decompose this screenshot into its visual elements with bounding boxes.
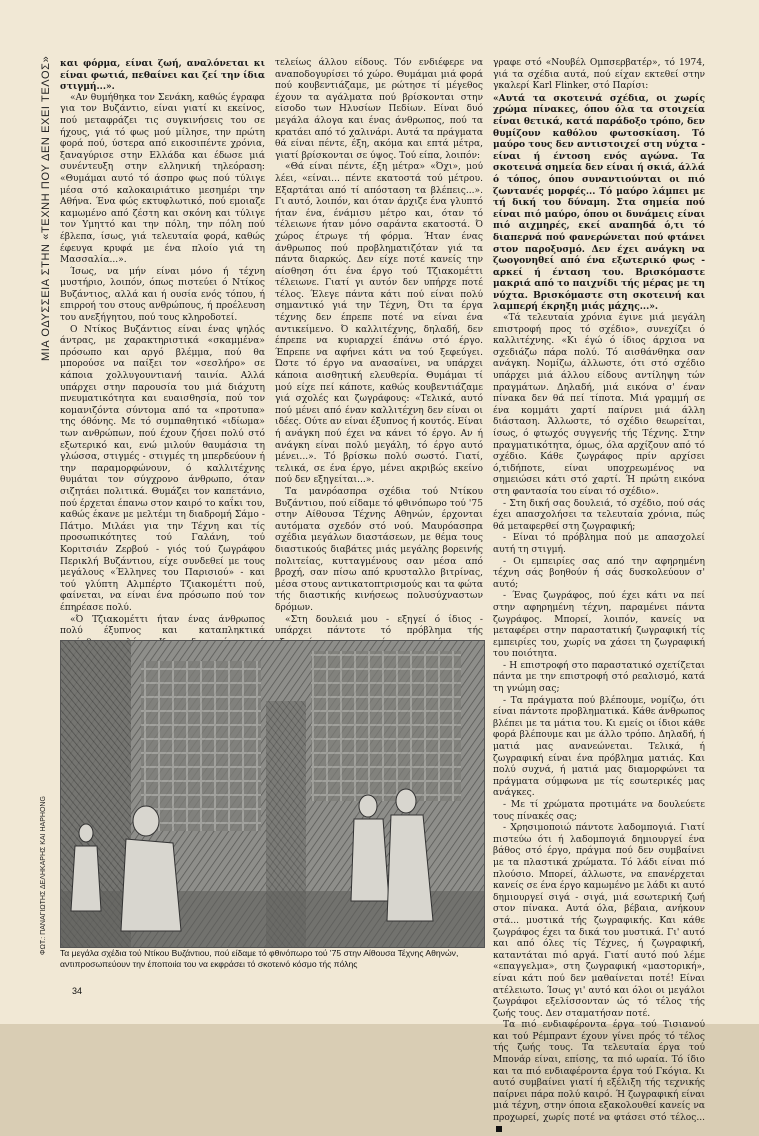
paragraph-text: Τα πιό ενδιαφέροντα έργα τού Τισιανού και τού Ρέμπραντ έχουν γίνει πρός τό τέλος τής ζωής τους. Τα τελευταία έργα τού Μπονάρ είναι, επίσης, τα πιό ωραία. Τό ίδιο και τα πιό ενδιαφέροντα έργα τού Γκόγια. Κι αυτό συμβαίνει γιατί ή εξέλιξη τής τεχνικής παίρνει πάρα πολύ καιρό. Ή ζωγραφική είναι μιά τέχνη, στην όποια εξακολουθεί κανείς να προχωρεί, χωρίς ποτέ να φτάσει στό τέλος... — [493, 1020, 705, 1124]
end-of-article-mark — [496, 1126, 502, 1132]
paragraph: τελείως άλλου είδους. Τόν ενδιέφερε να αναποδογυρίσει τό χώρο. Θυμάμαι μιά φορά πού κουβεντιάζαμε, με ρώτησε τί μέγεθος έχουν τα αγάλματα πού βρίσκονται στην είσοδο των Ηλυσίων Πεδίων. Είναι δυό μεγάλα άλογα και ένας άνθρωπος, πού τα κρατάει από τό χαλινάρι. Αυτά τα πράγματα θά είναι πέντε, έξη, ακόμα και επτά μέτρα, γιατί βρίσκονται σε ύψος. Τού είπα, λοιπόν: — [275, 58, 483, 161]
quote-paragraph: «Αυτά τα σκοτεινά σχέδια, οι χωρίς χρώμα πίνακες, όπου όλα τα στοιχεία είναι θετικά, κατά παράδοξο τρόπο, δεν θυμίζουν καθόλου φωτοσκίαση. Τό μαύρο τους δεν αντιστοιχεί στη νύχτα - είναι ή έντοση ενός αγώνα. Τα σκοτεινά σημεία δεν είναι ή σκιά, άλλά ό τόπος, όπου συναντιούνται οι πιό ζωντανές μορφές... Τό μαύρο λάμπει με τή δική του δύναμη. Στα σημεία πού είναι πιό μαύρο, όπου οι δυνάμεις είναι πιό αιχμηρές, εκεί αναπηδά ό,τι τό διαπερνά πού φανερώνεται πού φτάνει στον παροξυσμό. Δεν έχει ανάγκη να ζωογονηθεί από ένα εξωτερικό φως - αρκεί ή ένταση του. Βρισκόμαστε μακριά από το παιχνίδι τής μέρας με τη νύχτα. Βρισκόμαστε στη σκοτεινή και λαμπερή έκρηξη μιάς μάχης...». — [493, 92, 705, 313]
photo-credit: ΦΩΤ.: ΠΑΝΑΓΙΩΤΗΣ ΔΕΛΗΚΑΡΗΣ ΚΑΙ HAPHONG — [40, 796, 47, 955]
paragraph: γραφε στό «Νουβέλ Ομπσερβατέρ», τό 1974, γιά τα σχέδια αυτά, πού είχαν εκτεθεί στην γκαλερί Karl Flinker, στό Παρίσι: — [493, 58, 705, 92]
text-column-3 — [493, 58, 705, 1124]
paragraph: «Ό Τζιακομέττι ήταν ένας άνθρωπος πολύ έξυπνος και καταπληκτικά — [60, 614, 265, 637]
paragraph: - Τα πράγματα πού βλέπουμε, νομίζω, ότι είναι πάντοτε προβληματικά. Κάθε άνθρωπος βλέπει με τα μάτια του. Κι εμείς οι ίδιοι κάθε φορά βλέπουμε και με άλλο τρόπο. Δηλαδή, ή ματιά μας ανανεώνεται. Τελικά, ή ζωγραφική είναι ένα πρόβλημα ματιάς. Και πολύ συχνά, ή ματιά μας διαμορφώνει τα πράγματα σύμφωνα με τίς εσωτερικές μας ανάγκες. — [493, 695, 705, 799]
paragraph: - Οι εμπειρίες σας από την αφηρημένη τέχνη σάς βοηθούν ή σάς δυσκολεύουν σ' αυτό; — [493, 556, 705, 590]
text-column-1 — [60, 58, 265, 636]
drawing-of-pedestrians-in-city — [61, 641, 484, 947]
artwork-photograph — [60, 640, 485, 948]
paragraph: «Στη δουλειά μου - εξηγεί ό ίδιος - υπάρχει πάντοτε τό πρόβλημα τής — [275, 614, 483, 637]
paragraph: - Ένας ζωγράφος, πού έχει κάτι να πεί στην αφηρημένη τέχνη, παραμένει πάντα ζωγράφος. Μπορεί, λοιπόν, κανείς να μεταφέρει στην παραστατική ζωγραφική τίς εμπειρίες του, χωρίς να χάσει τη ζωγραφική του ποιότητα. — [493, 591, 705, 660]
paragraph: - Με τί χρώματα προτιμάτε να δουλεύετε τους πίνακές σας; — [493, 800, 705, 822]
paragraph — [493, 1020, 705, 1136]
running-title: ΜΙΑ ΟΔΥΣΣΕΙΑ ΣΤΗΝ «ΤΕΧΝΗ ΠΟΥ ΔΕΝ ΕΧΕΙ ΤΕΛΟΣ» — [40, 56, 52, 362]
paragraph: - Χρησιμοποιώ πάντοτε λαδομπογιά. Γιατί πιστεύω ότι ή λαδομπογιά δημιουργεί ένα βάθος στό έργο, πράγμα πού δεν συμβαίνει με τα πλαστικά χρώματα. Τό λάδι είναι πιό πλούσιο. Μπορεί, άλλωστε, να επανέρχεται κανείς σε ένα έργο καμωμένο με λάδι κι αυτό δημιουργεί σιγά - σιγά, μιά εσωτερική ζωή στον πίνακα. Αυτά όλα, βέβαια, ανήκουν στά... μυστικά τής ζωγραφικής. Και κάθε ζωγράφος έχει τα δικά του μυστικά. Γι' αυτό και από όλες τίς Τέχνες, ή ζωγραφική, καταντάται πιό αργά. Γιατί αυτό πού λέμε «επαγγελμα», στη ζωγραφική «μαστορική», είναι κάτι πού δεν μαθαίνεται ποτέ! Είναι ατέλειωτο. Ίσως γι' αυτό και όλοι οι μεγάλοι ζωγράφοι εξελίσσονταν ώς τό τέλος τής ζωής τους. Δεν σταματήσαν ποτέ. — [493, 823, 705, 1019]
paragraph: Ο Ντίκος Βυζάντιος είναι ένας ψηλός άντρας, με χαρακτηριστικά «σκαμμένα» πρόσωπο και αργό βλέμμα, πού θα μπορούσε να παίξει τον «σεσλήρο» σε κάποια χολλυγουντιανή ταινία. Αλλά υπάρχει στην παρουσία του μιά διάχυτη πνευματικότητα και ευαισθησία, πού τον κομανιζόντα σύντομα από τα «προτυπα» της όθόνης. Με τό συμπαθητικό «ιδίωμα» των ανθρώπων, πού έχουν ζήσει πολύ στό εξωτερικό και, ενώ μιλούν θαυμάσια τη γλώσσα, στιγμές - στιγμές τη μπερδεύουν ή την παραμορφώνουν, ό καλλιτέχνης θυμάται τον σύγχρονο άνθρωπο, όταν σιζητάει πολιτικά. Θυμάζει τον καπετάνιο, πού έρχεται έπανω στον καιρό το καΐκι του, καθώς έκανε με μελτέμι τη διαδρομή Σάμο - Πάτμο. Μιλάει για την Τέχνη και τίς προσωπικότητες τού Γαλάνη, τού Κοριτσιάν Ζερβού - γιός τού ζωγράφου Περικλή Βυζάντιου, είχε συνδεθεί με τους μεγάλους «Έλληνες του Παρισιού» - και τού γλύπτη Αλμπέρτο Τζιακομέττι πού, φαίνεται, να είναι ένα πρόσωπο πού τον έπηρέασε πολύ. — [60, 324, 265, 613]
paragraph: «Τά τελευταία χρόνια έγινε μιά μεγάλη επιστροφή προς τό σχέδιο», συνεχίζει ό καλλιτέχνης. «Κι έγώ ό ίδιος άρχισα να σχεδιάζω πάρα πολύ. Τό αισθάνθηκα σαν ανάγκη. Νομίζω, άλλωστε, ότι στό σχέδιο υπάρχει μιά άλλου είδους αντίληψη τών πραγμάτων. Δηλαδή, μιά εικόνα σ' έναν πίνακα δεν θά πεί τίποτα. Μιά γραμμή σε ένα κομμάτι χαρτί παίρνει μιά άλλη διάσταση. Άλλωστε, τό σχέδιο θεωρείται, ίσως, ό φτωχός συγγενής τής Τέχνης. Στην πραγματικότητα, όμως, όλα αρχίζουν από τό σχέδιο. Κάθε ζωγράφος πρίν αρχίσει ό,τιδήποτε, είναι υποχρεωμένος να σημειώσει κάτι στό χαρτί. Ή πρώτη εικόνα στη φαντασία του είναι τό σχέδιο». — [493, 313, 705, 497]
paragraph: και φόρμα, είναι ζωή, αναλόνεται κι είναι φωτιά, πεθαίνει και ζεί την ίδια στιγμή...». — [60, 58, 265, 93]
paragraph: - Είναι τό πρόβλημα πού με απασχολεί αυτή τη στιγμή. — [493, 533, 705, 555]
paragraph: «Αν θυμήθηκα τον Σενάκη, καθώς έγραφα για τον Βυζάντιο, είναι γιατί κι εκείνος, πού μεταφράζει τις συγκινήσεις του σε ήχους, γιά τό φως μού μίλησε, την πρώτη φορά πού, ύστερα από εικοσιπέντε χρόνια, ξαναγύρισε στην Ελλάδα και έδωσε μιά συνέντευξη στην ελληνική τηλεόραση: «Θυμάμαι αυτό τό άσπρο φως πού τύλιγε μέσα στό καλοκαιριάτικο μεσημέρι την Αθήνα. Ένα φώς εκτυφλωτικό, πού εμοιαζε καμωμένο από ζέστη και σκόνη και τύλιγε τον Υμηττό και την πόλη, την πόλη πού έβλεπα, ίσως, γιά τελευταία φορά, καθώς έφευγα κρυφά με ένα πλοίο γιά τη Μασσαλία...». — [60, 92, 265, 266]
paragraph: Ίσως, να μήν είναι μόνο ή τέχνη μυστήριο, λοιπόν, όπως πιστεύει ό Ντίκος Βυζάντιος, αλλά και ή ουσία ενός τόπου, ή επιρροή του στους ανθρώπους, ή προέλευση του ανεξήγητου, πού τους κληροδοτεί. — [60, 266, 265, 324]
paragraph: - Η επιστροφή στο παραστατικό σχετίζεται πάντα με την επιστροφή στό ρεαλισμό, κατά τη γνώμη σας; — [493, 660, 705, 695]
text-column-2 — [275, 58, 483, 636]
paragraph: - Στη δική σας δουλειά, τό σχέδιο, πού σάς έχει απασχολήσει τα τελευταία χρόνια, πώς θά μεταφερθεί στη ζωγραφική; — [493, 498, 705, 532]
figure-caption: Τα μεγάλα σχέδια τού Ντίκου Βυζάντιου, πού είδαμε τό φθινόπωρο τού '75 στην Αίθουσα Τέχνης Αθηνών, αντιπροσωπεύουν την έποποιία του να εκφράσει τό σκοτεινό κόσμο τής πόλης — [60, 948, 459, 969]
page-number: 34 — [72, 986, 83, 996]
paragraph: «Θά είναι πέντε, έξη μέτρα» «Όχι», μού λέει, «είναι... πέντε εκατοστά τού μέτρου. Εξαρτάται από τί απόσταση τα βλέπεις...». Γι αυτό, λοιπόν, και όταν άρχιζε ένα γλυπτό ήταν ένα, ένάμισυ μέτρο και, όταν τό τέλειωνε ήταν μόνο σαράντα εκατοστά. Ό χώρος έτρωγε τή φόρμα. Ήταν ένας άνθρωπος πού προβληματιζόταν γιά τα πάντα διαρκώς. Δεν είχε ποτέ κανείς την αίσθηση ότι ένα έργο τού Τζιακομέττι τέλειωνε. Γιατί γι αυτόν δεν υπήρχε ποτέ τέλος. Έλεγε πάντα κάτι πού είναι πολύ σημαντικό γιά την Τέχνη, Ότι τα έργα τέχνης δεν έπρεπε ποτέ να είναι ένα αντικείμενο. Ό καλλιτέχνης, δηλαδή, δεν έπρεπε να κυριαρχεί έπάνω στό έργο. Έπρεπε να αφήνει κάτι να τού ξεφεύγει. Ώστε τό έργο να ανασαίνει, να υπάρχει κάποια αισθητική ελευθερία. Θυμάμαι τί μού είχε πεί κάποτε, καθώς κουβεντιάζαμε γιά σχολές και ζωγράφους: «Τελικά, αυτό πού μένει από έναν καλλιτέχνη δεν είναι οι ιδέες. Ούτε αν είναι έξυπνος ή κουτός. Είναι ή ανάγκη πού έχει να κάνει τό έργο. Αν ή ανάγκη είναι πολύ μεγάλη, τό έργο αυτό μένει...». Τό βρίσκω πολύ σωστό. Γιατί, τελικά, σε ένα έργο, μένει ακριβώς εκείνο πού δεν εξηγείται...». — [275, 162, 483, 486]
paragraph: Τα μανρόασπρα σχέδια τού Ντίκου Βυζάντιου, πού είδαμε τό φθινόπωρο τού '75 στην Αίθουσα Τέχνης Αθηνών, έρχονται αυτόματα σχεδόν στό νού. Μαυρόασπρα σχέδια μεγάλων διαστάσεων, με θέμα τους διαστικούς διαβάτες μιάς μεγάλης βορεινής πολιτείας, κυτταγμένους σαν μέσα από βροχή, σαν πίσω από κρυσταλλο βιτρίνας, μέσα στους αντικατοπτρισμούς και τα φώτα τής διαστικής κινήσεως πολυσύχναστων δρόμων. — [275, 486, 483, 613]
